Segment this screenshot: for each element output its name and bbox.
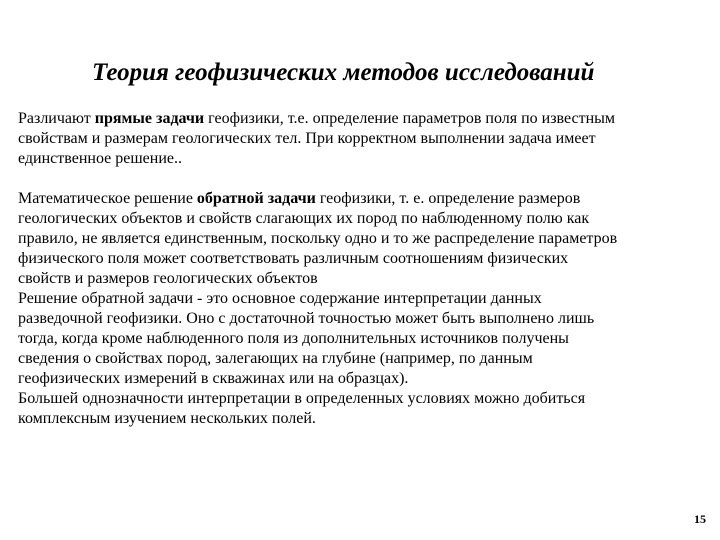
paragraph-2-line-4: физического поля может соответствовать различным соотношениям физических: [18, 250, 569, 267]
paragraph-2-line-6: Решение обратной задачи - это основное содержание интерпретации данных: [18, 290, 542, 307]
slide-title: Теория геофизических методов исследований: [92, 59, 595, 86]
page-number: 15: [694, 512, 706, 526]
paragraph-2-line-2: геологических объектов и свойств слагающих их пород по наблюденному полю как: [18, 210, 590, 227]
paragraph-2-line-9: сведения о свойствах пород, залегающих на глубине (например, по данным: [18, 350, 533, 367]
paragraph-gap: [18, 169, 708, 189]
paragraph-1-line-1: [18, 109, 708, 129]
paragraph-1-line-3: единственное решение..: [18, 150, 182, 167]
paragraph-2-line-10: геофизических измерений в скважинах или на образцах).: [18, 370, 409, 387]
text-run: Различают: [18, 110, 95, 127]
text-run: геофизики, т.е. определение параметров поля по известным: [204, 110, 616, 127]
text-run: геофизики, т. е. определение размеров: [315, 190, 581, 207]
paragraph-2-line-12: комплексным изучением нескольких полей.: [18, 410, 316, 427]
slide-body: [18, 109, 708, 429]
paragraph-2-line-8: тогда, когда кроме наблюденного поля из дополнительных источников получены: [18, 330, 569, 347]
paragraph-2-line-11: Большей однозначности интерпретации в определенных условиях можно добиться: [18, 390, 586, 407]
paragraph-2-line-5: свойств и размеров геологических объектов: [18, 270, 318, 287]
paragraph-1-line-2: свойствам и размерам геологических тел. При корректном выполнении задача имеет: [18, 130, 596, 147]
paragraph-2-line-1: [18, 189, 708, 209]
term-direct-problem: прямые задачи: [94, 110, 205, 127]
term-inverse-problem: обратной задачи: [196, 190, 316, 207]
paragraph-2-line-7: разведочной геофизики. Оно с достаточной точностью может быть выполнено лишь: [18, 310, 595, 327]
paragraph-2-line-3: правило, не является единственным, поскольку одно и то же распределение параметров: [18, 230, 618, 247]
text-run: Математическое решение: [18, 190, 197, 207]
